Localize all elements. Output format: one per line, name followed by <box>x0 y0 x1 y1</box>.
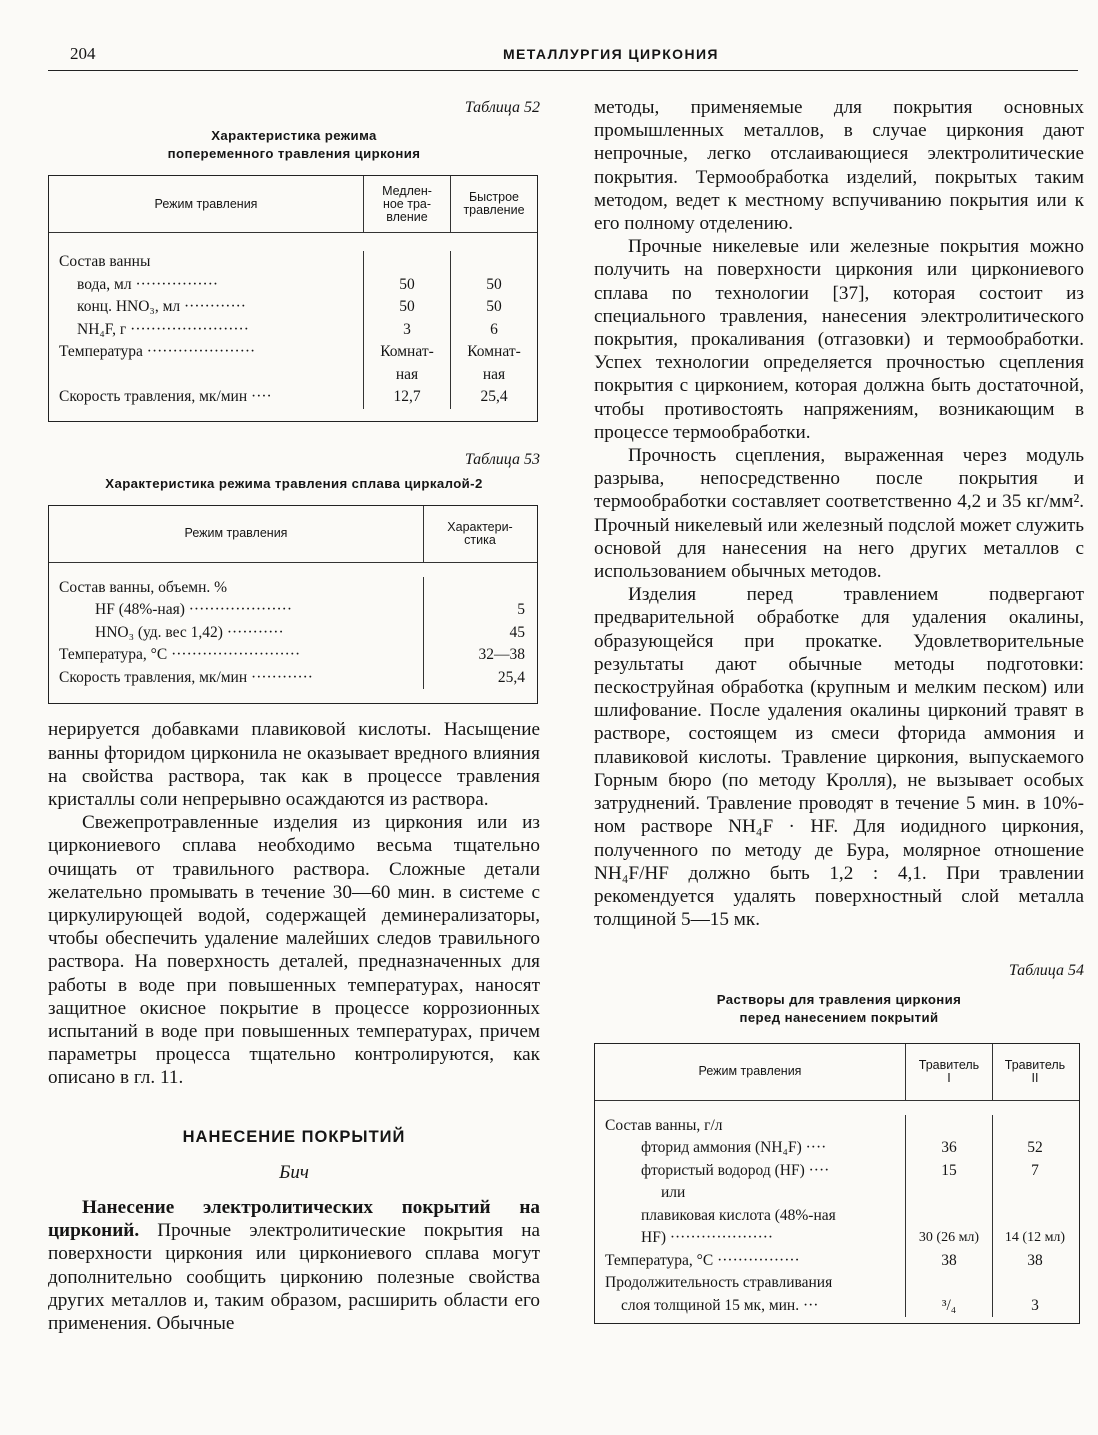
header-rule <box>48 70 1078 71</box>
table52-cell: ная <box>482 365 506 383</box>
table54-label: Таблица 54 <box>1008 962 1084 980</box>
table54-cell <box>906 1182 992 1205</box>
table54-row-label: фторид аммония (NH₄F) ···· <box>641 1139 827 1157</box>
table52-row-label: Температура ····················· <box>59 343 256 361</box>
table54-row-label: слоя толщиной 15 мк, мин. ··· <box>621 1296 819 1314</box>
table54-cell: 36 <box>941 1139 957 1157</box>
table53-cell: 25,4 <box>497 668 525 686</box>
table54-row-label: плавиковая кислота (48%-ная <box>641 1206 836 1224</box>
table54-cell: 15 <box>941 1161 957 1179</box>
table54-row-label: или <box>661 1184 686 1202</box>
table52-row-label <box>59 364 363 387</box>
table53-cell: 5 <box>517 601 525 619</box>
table52-header-fast: Быстрое травление <box>450 176 537 232</box>
table53-cell: 32—38 <box>478 646 525 664</box>
right-paragraph-3: Прочность сцепления, выраженная через модуль разрыва, непосредственно после покрытия и термообработки составляет соответственно 4,2 и 35 кг/мм². Прочный никелевый или железный подслой может служить основой для нанесения на него других металлов с использованием обычных методов. <box>594 445 1084 583</box>
table54-etchant-1-column <box>905 1115 992 1318</box>
table52-label: Таблица 52 <box>464 99 540 116</box>
run-in-heading: Нанесение электролитических покрытий на цирконий. <box>48 1197 540 1242</box>
table52-cell <box>364 251 450 274</box>
table52-caption-line1: Характеристика режима <box>211 128 377 144</box>
left-column <box>48 96 540 1335</box>
table54-cell: 7 <box>1031 1161 1039 1179</box>
table53-value-column <box>423 577 535 690</box>
table52-header-slow: Медлен- ное тра- вление <box>363 176 450 232</box>
table52-cell: 50 <box>399 275 415 293</box>
table52-cell: Комнат- <box>380 343 434 361</box>
table52-row-label: NH₄F, г ······················· <box>77 320 249 338</box>
table52-cell: ная <box>395 365 419 383</box>
left-paragraph-3: Нанесение электролитических покрытий на цирконий. Прочные электролитические покрытия на поверхности циркония или циркониевого сплава могут дополнительно сообщить цирконию полезные свойства других металлов и, таким образом, расширить области его применения. Обычные <box>48 1197 540 1335</box>
table53-row-label: Состав ванны, объемн. % <box>59 578 228 596</box>
right-paragraph-4: Изделия перед травлением подвергают предварительной обработке для удаления окалины, образующейся при прокатке. Удовлетворительные результаты дают обычные методы подготовки: пескоструйная обработка (крупным и мелким песком) или шлифование. После удаления окалины цирконий травят в растворе, состоящем из смеси фторида аммония и плавиковой кислоты. Травление циркония, выпускаемого Горным бюро (по методу Кролля), не вызывает особых затруднений. Травление проводят в течение 5 мин. в 10%-ном растворе NH₄F · HF. Для иодидного циркония, полученного по методу де Бура, молярное отношение NH₄F/HF должно быть 1,2 : 4,1. При травлении рекомендуется удалять поверхностный слой металла толщиной 5—15 мк. <box>594 584 1084 931</box>
section-heading: НАНЕСЕНИЕ ПОКРЫТИЙ <box>182 1127 406 1146</box>
table53-header-mode: Режим травления <box>184 526 288 541</box>
table54-header-etchant-1: Травитель I <box>905 1044 992 1100</box>
page-number: 204 <box>70 44 96 63</box>
table52-row-label: вода, мл ················ <box>77 275 219 293</box>
table54-cell <box>906 1115 992 1138</box>
table52-slow-column <box>363 251 450 409</box>
table52-cell: 50 <box>486 275 502 293</box>
table52-row-label: Скорость травления, мк/мин ···· <box>59 388 272 406</box>
table53-row-label: HF (48%-ная) ···················· <box>95 601 292 619</box>
table54-cell <box>993 1182 1077 1205</box>
table52 <box>48 175 538 422</box>
table54-row-label: HF) ···················· <box>641 1229 774 1247</box>
table53-caption: Характеристика режима травления сплава циркалой-2 <box>105 475 483 491</box>
table52-cell: 50 <box>486 298 502 316</box>
table52-row-label: конц. HNO₃, мл ············ <box>77 298 246 316</box>
table54-cell <box>993 1205 1077 1228</box>
left-paragraph-2: Свежепротравленные изделия из циркония или из циркониевого сплава необходимо весьма тщательно очищать от травильного раствора. Сложные детали желательно промывать в течение 30—60 мин. в системе с циркулирующей водой, содержащей деминерализаторы, чтобы обеспечить удаление малейших следов травильного раствора. На поверхность деталей, предназначенных для работы в воде при повышенных температурах, наносят защитное окисное покрытие в процессе коррозионных испытаний в воде при повышенных температурах, причем параметры процесса тщательно контролируются, как описано в гл. 11. <box>48 812 540 1089</box>
table54 <box>594 1043 1080 1325</box>
table52-caption-line2: попеременного травления циркония <box>167 146 421 162</box>
table54-cell <box>993 1272 1077 1295</box>
table53-row-label: HNO₃ (уд. вес 1,42) ··········· <box>95 623 284 641</box>
page-header <box>48 44 1078 66</box>
table54-caption-line2: перед нанесением покрытий <box>739 1009 939 1025</box>
table54-cell: 38 <box>941 1251 957 1269</box>
table52-cell: 50 <box>399 298 415 316</box>
table54-cell <box>906 1272 992 1295</box>
right-paragraph-2: Прочные никелевые или железные покрытия можно получить на поверхности циркония или циркониевого сплава по технологии [37], которая состоит из специального травления, нанесения электролитического покрытия, прокаливания (отгазовки) и термообработки. Успех технологии определяется прочностью сцепления покрытия с цирконием, которая должна быть достаточной, чтобы противостоять напряжениям, возникающим в процессе термообработки. <box>594 236 1084 443</box>
table54-cell <box>906 1205 992 1228</box>
table52-row-label: Состав ванны <box>59 253 151 271</box>
table54-label-column <box>595 1115 905 1318</box>
table54-caption-line1: Растворы для травления циркония <box>716 991 962 1007</box>
table53-label-column <box>49 577 423 690</box>
table53-cell: 45 <box>509 623 525 641</box>
table54-row-label: Состав ванны, г/л <box>605 1116 723 1134</box>
table53-row-label: Температура, °C ························· <box>59 646 301 664</box>
left-paragraph-1: нерируется добавками плавиковой кислоты. Насыщение ванны фторидом цирконила не оказывает вредного влияния на свойства раствора, так как в процессе травления кристаллы соли непрерывно осаждаются из раствора. <box>48 719 540 811</box>
right-paragraph-1: методы, применяемые для покрытия основных промышленных металлов, в случае циркония дают непрочные, легко отслаивающиеся электролитические покрытия. Термообработка изделий, покрытых таким методом, ведет к местному вспучиванию покрытия или к его полному отделению. <box>594 97 1084 235</box>
table53-cell <box>424 577 525 600</box>
table54-cell: 30 (26 мл) <box>918 1230 980 1246</box>
table53-label: Таблица 53 <box>464 450 540 468</box>
table54-cell: 3 <box>1031 1296 1039 1314</box>
running-title: МЕТАЛЛУРГИЯ ЦИРКОНИЯ <box>503 46 719 62</box>
table54-header-etchant-2: Травитель II <box>992 1044 1077 1100</box>
table54-cell <box>993 1115 1077 1138</box>
table52-cell: 25,4 <box>480 388 508 406</box>
table54-row-label: фтористый водород (HF) ···· <box>641 1161 830 1179</box>
table54-etchant-2-column <box>992 1115 1077 1318</box>
author-name: Бич <box>279 1161 309 1183</box>
table54-cell: ³/₄ <box>941 1296 957 1314</box>
table54-row-label: Продолжительность стравливания <box>605 1274 833 1292</box>
table52-header-mode: Режим травления <box>154 196 258 211</box>
table54-cell: 52 <box>1027 1139 1043 1157</box>
table52-fast-column <box>450 251 537 409</box>
table52-label-column <box>49 251 363 409</box>
table53-header-characteristic: Характери- стика <box>423 506 536 562</box>
table54-header-mode: Режим травления <box>698 1064 802 1079</box>
table53-row-label: Скорость травления, мк/мин ············ <box>59 668 313 686</box>
table52-cell: 3 <box>403 320 411 338</box>
table52-cell: 12,7 <box>393 388 421 406</box>
table54-cell: 38 <box>1027 1251 1043 1269</box>
table52-cell: Комнат- <box>467 343 521 361</box>
table54-cell: 14 (12 мл) <box>1004 1230 1066 1246</box>
table52-cell: 6 <box>490 320 498 338</box>
right-column <box>594 96 1084 1324</box>
table54-row-label: Температура, °C ················ <box>605 1251 800 1269</box>
table53 <box>48 505 538 705</box>
table52-cell <box>451 251 537 274</box>
